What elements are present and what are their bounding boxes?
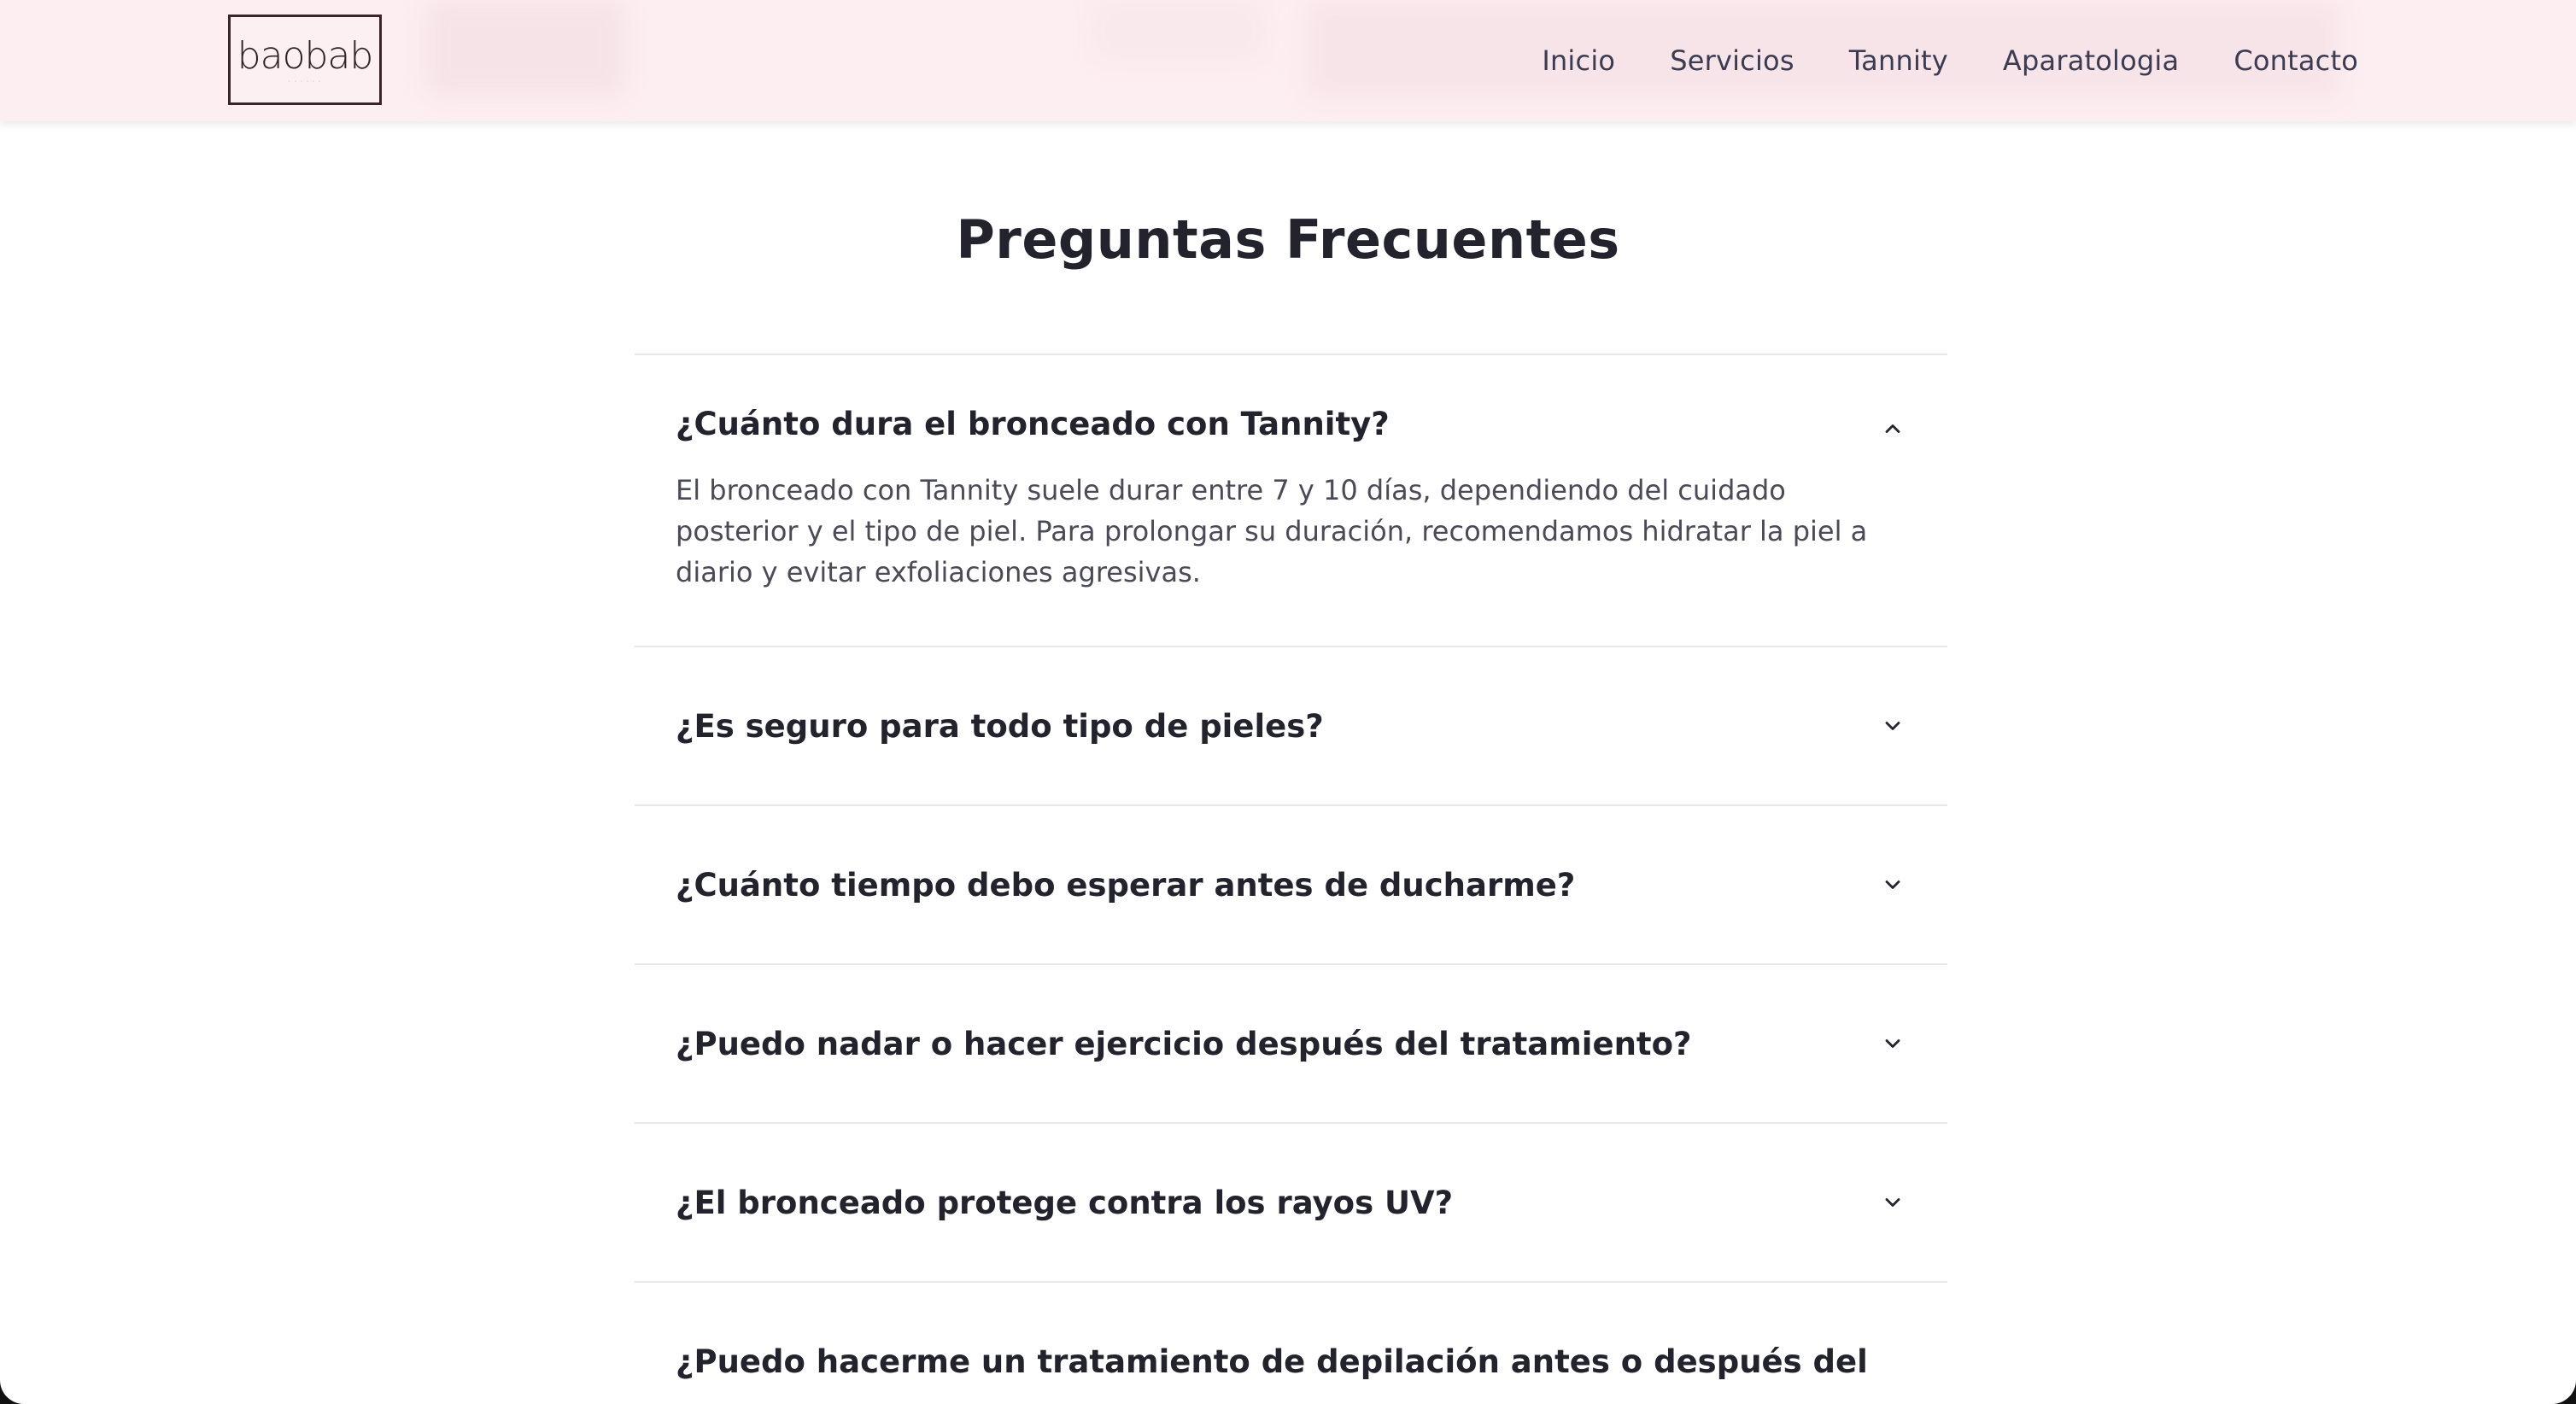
chevron-up-icon[interactable] — [1879, 415, 1906, 442]
chevron-down-icon[interactable] — [1879, 1030, 1906, 1057]
logo-wordmark: baobab — [237, 34, 373, 78]
faq-question-toggle[interactable] — [635, 1124, 1947, 1281]
nav-link-inicio[interactable]: Inicio — [1542, 44, 1616, 77]
faq-item — [635, 1124, 1947, 1283]
faq-question-toggle[interactable] — [635, 1283, 1947, 1404]
faq-accordion — [635, 354, 1947, 1404]
faq-question-text: ¿Cuánto tiempo debo esperar antes de ducharme? — [676, 866, 1576, 904]
faq-question-text: ¿Cuánto dura el bronceado con Tannity? — [676, 406, 1390, 442]
site-header — [0, 0, 2576, 121]
faq-question-toggle[interactable] — [635, 647, 1947, 804]
faq-answer-text: El bronceado con Tannity suele durar entre 7 y 10 días, dependiendo del cuidado posterior y el tipo de piel. Para prolongar su duración, recomendamos hidratar la piel a diario y evitar exfoliaciones agresivas. — [676, 474, 1868, 588]
chevron-down-icon[interactable] — [1879, 871, 1906, 898]
chevron-down-icon[interactable] — [1879, 712, 1906, 740]
faq-item — [635, 965, 1947, 1124]
baobab-logo[interactable] — [228, 15, 382, 105]
faq-item — [635, 1283, 1947, 1404]
faq-item — [635, 647, 1947, 806]
header-background-shape — [1093, 0, 1264, 60]
header-background-shape — [427, 0, 624, 96]
faq-question-text: ¿Es seguro para todo tipo de pieles? — [676, 707, 1324, 745]
nav-link-contacto[interactable]: Contacto — [2234, 44, 2358, 77]
chevron-down-icon[interactable] — [1879, 1189, 1906, 1216]
nav-link-tannity[interactable]: Tannity — [1848, 44, 1948, 77]
nav-link-servicios[interactable]: Servicios — [1670, 44, 1794, 77]
faq-question-toggle[interactable] — [635, 355, 1947, 449]
main-nav — [1542, 0, 2358, 121]
faq-item — [635, 355, 1947, 647]
faq-question-text: ¿El bronceado protege contra los rayos UV? — [676, 1184, 1454, 1221]
faq-section-title: Preguntas Frecuentes — [956, 208, 1620, 271]
faq-item — [635, 806, 1947, 965]
faq-question-text: ¿Puedo nadar o hacer ejercicio después del tratamiento? — [676, 1025, 1692, 1062]
faq-question-toggle[interactable] — [635, 965, 1947, 1122]
logo-tagline-mark: · · · · · · — [288, 78, 322, 85]
nav-link-aparatologia[interactable]: Aparatologia — [2002, 44, 2180, 77]
faq-question-toggle[interactable] — [635, 806, 1947, 963]
faq-question-text: ¿Puedo hacerme un tratamiento de depilación antes o después del — [676, 1343, 1868, 1380]
